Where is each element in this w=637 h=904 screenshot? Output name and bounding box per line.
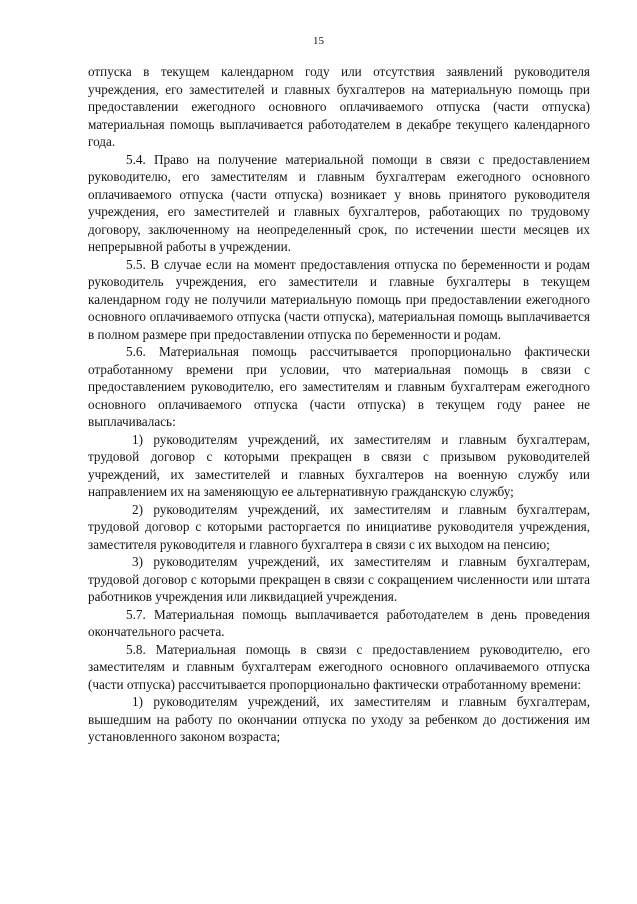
list-item-2: 2) руководителям учреждений, их заместителям и главным бухгалтерам, трудовой договор с которыми расторгается по инициативе руководителя учреждения, заместителя руководителя и главного бухгалтера в связи с их выходом на пенсию; xyxy=(88,501,590,552)
list-item-1: 1) руководителям учреждений, их заместителям и главным бухгалтерам, вышедшим на работу по окончании отпуска по уходу за ребенком до достижения им установленного законом возраста; xyxy=(88,694,590,744)
paragraph-5-4: 5.4. Право на получение материальной помощи в связи с предоставлением руководителю, его заместителям и главным бухгалтерам ежегодного основного оплачиваемого отпуска (части отпуска) возникает у вновь принятого руководителя учреждения, его заместителей и главных бухгалтеров, работающих по трудовому договору, заключенному на неопределенный срок, по истечении шести месяцев их непрерывной работы в учреждении. xyxy=(88,151,590,254)
document-body xyxy=(88,63,590,746)
list-item-3: 3) руководителям учреждений, их заместителям и главным бухгалтерам, трудовой договор с которыми прекращен в связи с сокращением численности или штата работников учреждения или ликвидацией учреждения. xyxy=(88,554,590,604)
paragraph-5-7: 5.7. Материальная помощь выплачивается работодателем в день проведения окончательного расчета. xyxy=(88,606,590,639)
list-item-1: 1) руководителям учреждений, их заместителям и главным бухгалтерам, трудовой договор с которыми прекращен в связи с призывом руководителей учреждений, их заместителей и главных бухгалтеров на военную службу или направлением их на заменяющую ее альтернативную гражданскую службу; xyxy=(88,431,590,499)
paragraph-5-6: 5.6. Материальная помощь рассчитывается пропорционально фактически отработанному времени при условии, что материальная помощь в связи с предоставлением руководителю, его заместителям и главным бухгалтерам ежегодного основного оплачиваемого отпуска (части отпуска) в текущем году ранее не выплачивалась: xyxy=(88,344,590,429)
paragraph-5-8: 5.8. Материальная помощь в связи с предоставлением руководителю, его заместителям и главным бухгалтерам ежегодного основного оплачиваемого отпуска (части отпуска) рассчитывается пропорционально фактически отработанному времени: xyxy=(88,641,590,692)
paragraph-5-5: 5.5. В случае если на момент предоставления отпуска по беременности и родам руководитель учреждения, его заместители и главные бухгалтеры в текущем календарном году не получили материальную помощь при предоставлении ежегодного основного оплачиваемого отпуска (части отпуска), материальная помощь выплачивается в полном размере при предоставлении отпуска по беременности и родам. xyxy=(88,256,590,342)
paragraph: отпуска в текущем календарном году или отсутствия заявлений руководителя учреждения, его заместителей и главных бухгалтеров на материальную помощь при предоставлении ежегодного основного оплачиваемого отпуска (части отпуска) материальная помощь выплачивается работодателем в декабре текущего календарного года. xyxy=(88,64,590,149)
page-number: 15 xyxy=(313,35,324,47)
